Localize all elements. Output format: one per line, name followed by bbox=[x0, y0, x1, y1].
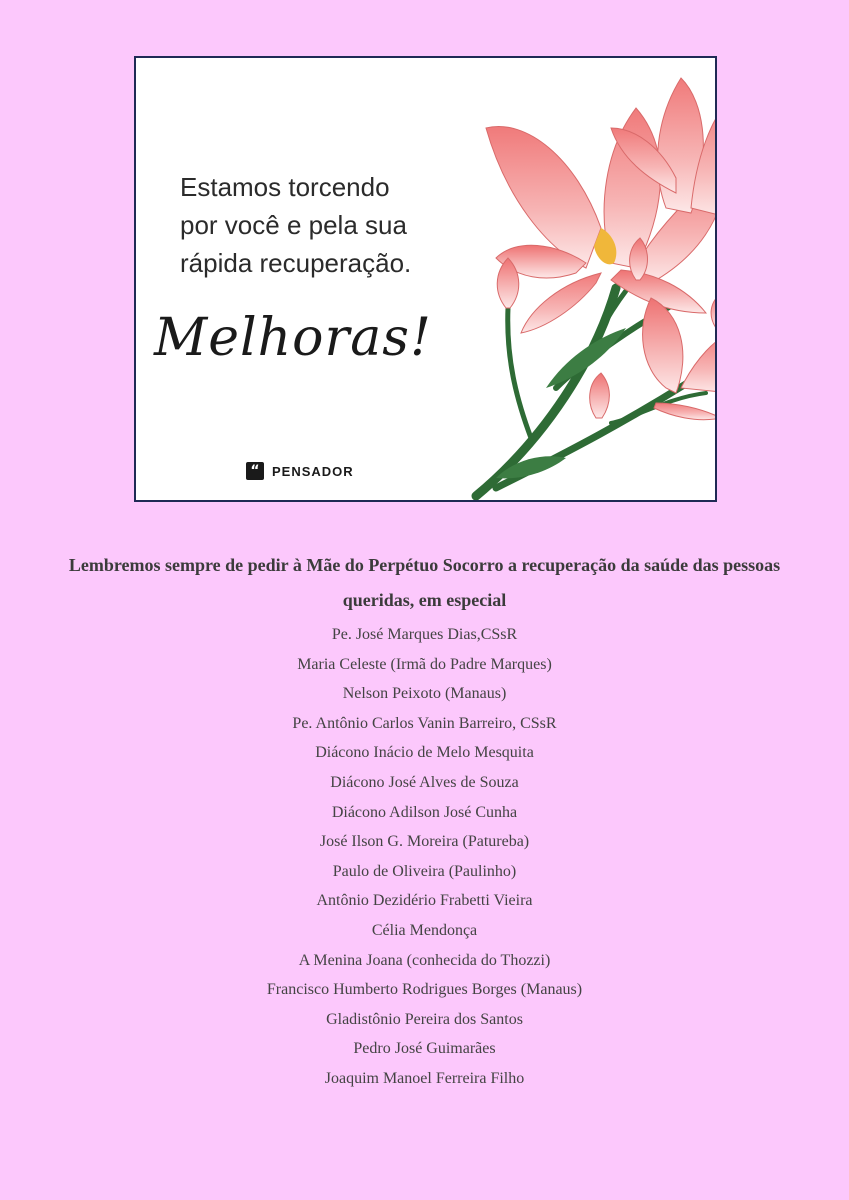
list-item: Francisco Humberto Rodrigues Borges (Manaus) bbox=[266, 981, 583, 999]
list-item: Antônio Dezidério Frabetti Vieira bbox=[316, 892, 533, 910]
list-item: Joaquim Manoel Ferreira Filho bbox=[324, 1069, 525, 1087]
quote-mark-icon: “ bbox=[246, 462, 264, 480]
list-item: Pe. Antônio Carlos Vanin Barreiro, CSsR bbox=[292, 714, 557, 732]
card-script-greeting: Melhoras! bbox=[154, 308, 432, 368]
card-message-line: por você e pela sua bbox=[180, 210, 407, 240]
list-item: Diácono Inácio de Melo Mesquita bbox=[315, 744, 534, 762]
pensador-logo bbox=[246, 462, 354, 480]
prayer-heading: Lembremos sempre de pedir à Mãe do Perpétuo Socorro a recuperação da saúde das pessoas queridas, em especial bbox=[68, 555, 781, 610]
card-message-line: Estamos torcendo bbox=[180, 172, 390, 202]
list-item: Gladistônio Pereira dos Santos bbox=[326, 1010, 523, 1028]
names-list bbox=[0, 620, 849, 1094]
list-item: Pe. José Marques Dias,CSsR bbox=[331, 626, 518, 643]
list-item: Célia Mendonça bbox=[371, 921, 478, 939]
list-item: Paulo de Oliveira (Paulinho) bbox=[332, 862, 517, 880]
list-item: José Ilson G. Moreira (Patureba) bbox=[319, 833, 530, 851]
list-item: Diácono Adilson José Cunha bbox=[331, 803, 518, 821]
list-item: A Menina Joana (conhecida do Thozzi) bbox=[298, 951, 551, 969]
card-message bbox=[180, 168, 411, 282]
card-message-line: rápida recuperação. bbox=[180, 248, 412, 278]
logo-text: PENSADOR bbox=[272, 463, 354, 479]
list-item: Pedro José Guimarães bbox=[353, 1040, 496, 1058]
magnolia-flower-illustration bbox=[436, 58, 715, 500]
prayer-section bbox=[0, 548, 849, 1094]
list-item: Maria Celeste (Irmã do Padre Marques) bbox=[297, 655, 552, 673]
list-item: Diácono José Alves de Souza bbox=[330, 773, 519, 791]
get-well-card-image bbox=[134, 56, 717, 502]
list-item: Nelson Peixoto (Manaus) bbox=[342, 685, 507, 703]
